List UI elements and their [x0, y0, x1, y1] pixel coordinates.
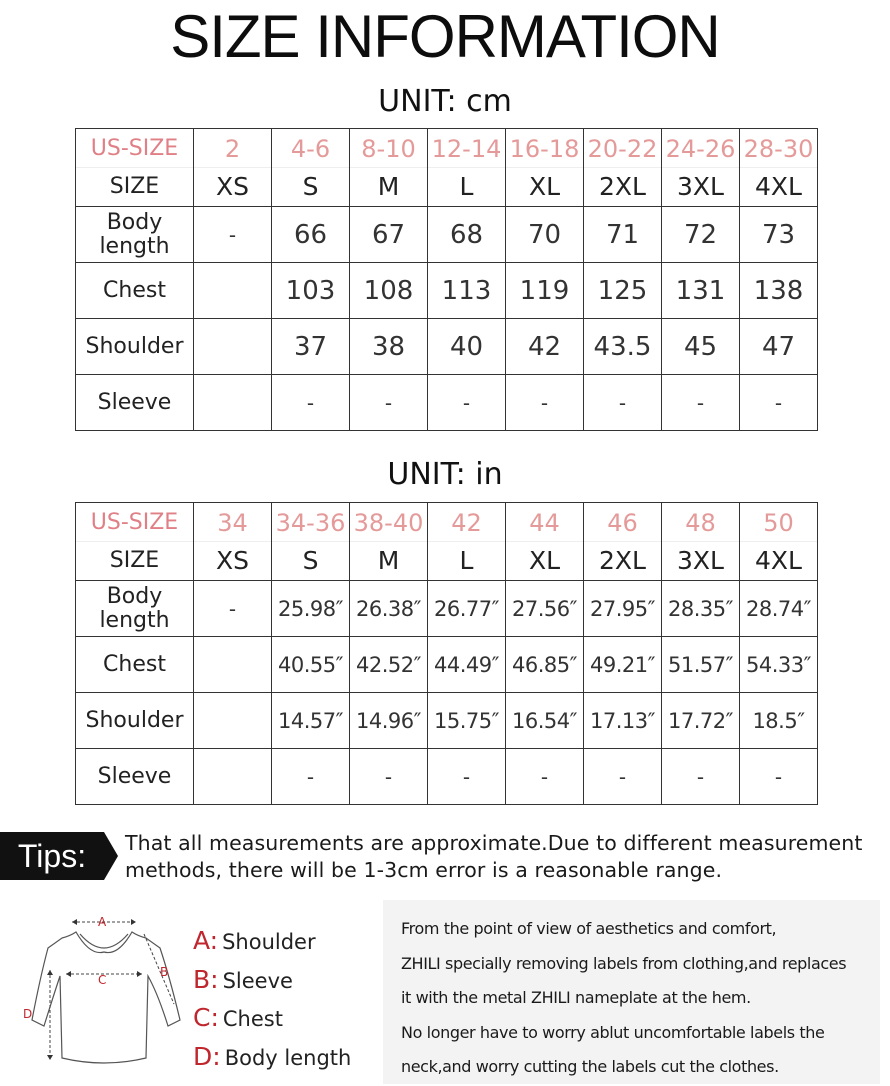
table-cell: 28.74″	[740, 581, 818, 637]
table-cell: -	[506, 375, 584, 431]
unit-title-in: UNIT: in	[387, 457, 503, 492]
table-cell: 27.56″	[506, 581, 584, 637]
us-size-value: 42	[428, 504, 505, 542]
table-cell: 66	[272, 207, 350, 263]
table-cell: -	[428, 749, 506, 805]
legend-name: Shoulder	[222, 930, 316, 954]
legend-item	[193, 999, 383, 1038]
tips-text	[125, 830, 885, 884]
label-note-panel	[383, 900, 880, 1084]
table-cell	[194, 637, 272, 693]
table-cell: 14.57″	[272, 693, 350, 749]
table-cell: 28.35″	[662, 581, 740, 637]
size-value: 4XL	[755, 171, 802, 201]
table-cell: 51.57″	[662, 637, 740, 693]
table-cell: -	[506, 749, 584, 805]
table-cell: 125	[584, 263, 662, 319]
table-cell: 70	[506, 207, 584, 263]
table-cell: 68	[428, 207, 506, 263]
table-cell: -	[350, 375, 428, 431]
size-col-cell	[584, 503, 662, 581]
row-label: Shoulder	[76, 693, 194, 749]
diagram-marker-d: D	[23, 1007, 33, 1021]
size-value: L	[459, 171, 474, 201]
legend-name: Body length	[224, 1045, 352, 1070]
table-cell: -	[428, 375, 506, 431]
table-cell: 18.5″	[740, 693, 818, 749]
table-row-chest	[76, 637, 818, 693]
measurement-legend	[193, 922, 383, 1076]
tshirt-measurement-icon	[18, 908, 190, 1078]
table-cell: 113	[428, 263, 506, 319]
size-col-cell	[506, 503, 584, 581]
size-value: 3XL	[677, 545, 724, 575]
size-value: 2XL	[599, 171, 646, 201]
us-size-value: 34	[194, 504, 271, 542]
us-size-value: 20-22	[584, 130, 661, 168]
size-value: S	[302, 545, 319, 575]
table-cell	[194, 319, 272, 375]
table-cell: -	[740, 749, 818, 805]
table-cell: 71	[584, 207, 662, 263]
tips-line-2: methods, there will be 1-3cm error is a reasonable range.	[125, 858, 723, 882]
header-label-cell	[76, 129, 194, 207]
table-cell: -	[584, 375, 662, 431]
table-cell: 15.75″	[428, 693, 506, 749]
size-col-cell	[662, 129, 740, 207]
table-cell: 73	[740, 207, 818, 263]
diagram-marker-b: B	[160, 965, 169, 979]
table-cell: 17.13″	[584, 693, 662, 749]
table-cell: 43.5	[584, 319, 662, 375]
row-label: Sleeve	[76, 749, 194, 805]
table-cell	[194, 375, 272, 431]
size-label: SIZE	[109, 547, 160, 573]
table-cell: 17.72″	[662, 693, 740, 749]
table-cell: 108	[350, 263, 428, 319]
diagram-marker-c: C	[98, 973, 107, 987]
table-cell: 16.54″	[506, 693, 584, 749]
table-cell: 103	[272, 263, 350, 319]
table-cell: 42.52″	[350, 637, 428, 693]
row-label: Chest	[76, 263, 194, 319]
table-row-sleeve	[76, 749, 818, 805]
tips-line-1: That all measurements are approximate.Due to different measurement	[125, 831, 863, 855]
size-col-cell	[194, 503, 272, 581]
table-cell: -	[194, 207, 272, 263]
table-cell: 40	[428, 319, 506, 375]
tips-badge-arrow	[104, 832, 118, 880]
table-cell: 40.55″	[272, 637, 350, 693]
table-cell: 44.49″	[428, 637, 506, 693]
us-size-label: US-SIZE	[76, 130, 193, 168]
us-size-value: 38-40	[350, 504, 427, 542]
table-row-sleeve	[76, 375, 818, 431]
table-cell: -	[740, 375, 818, 431]
table-header-row	[76, 503, 818, 581]
size-col-cell	[428, 129, 506, 207]
size-value: XS	[216, 171, 249, 201]
table-cell: 138	[740, 263, 818, 319]
size-value: 3XL	[677, 171, 724, 201]
size-table-in	[75, 502, 818, 805]
table-cell: 42	[506, 319, 584, 375]
size-value: 4XL	[755, 545, 802, 575]
legend-letter: A:	[193, 926, 219, 955]
table-cell: 49.21″	[584, 637, 662, 693]
table-cell: 37	[272, 319, 350, 375]
us-size-value: 2	[194, 130, 271, 168]
table-cell: 27.95″	[584, 581, 662, 637]
table-cell: 131	[662, 263, 740, 319]
table-cell: -	[272, 749, 350, 805]
table-cell: -	[584, 749, 662, 805]
us-size-value: 48	[662, 504, 739, 542]
legend-item	[193, 1038, 383, 1077]
table-cell: 67	[350, 207, 428, 263]
table-cell: 26.38″	[350, 581, 428, 637]
size-col-cell	[350, 129, 428, 207]
size-col-cell	[584, 129, 662, 207]
legend-item	[193, 961, 383, 1000]
table-cell: -	[194, 581, 272, 637]
size-col-cell	[428, 503, 506, 581]
legend-name: Chest	[222, 1007, 283, 1031]
size-col-cell	[740, 503, 818, 581]
table-cell: 47	[740, 319, 818, 375]
size-col-cell	[506, 129, 584, 207]
size-value: 2XL	[599, 545, 646, 575]
row-label: Sleeve	[76, 375, 194, 431]
us-size-value: 34-36	[272, 504, 349, 542]
note-line: neck,and worry cutting the labels cut the clothes.	[401, 1057, 779, 1076]
size-value: M	[377, 171, 400, 201]
us-size-value: 12-14	[428, 130, 505, 168]
table-header-row	[76, 129, 818, 207]
row-label: Body length	[76, 207, 194, 263]
row-label: Chest	[76, 637, 194, 693]
table-cell: 26.77″	[428, 581, 506, 637]
table-cell: -	[662, 375, 740, 431]
table-row-body-length	[76, 207, 818, 263]
size-value: M	[377, 545, 400, 575]
size-col-cell	[272, 129, 350, 207]
table-cell: 14.96″	[350, 693, 428, 749]
table-cell: -	[350, 749, 428, 805]
us-size-value: 46	[584, 504, 661, 542]
table-cell: 72	[662, 207, 740, 263]
table-row-chest	[76, 263, 818, 319]
table-cell: -	[662, 749, 740, 805]
note-line: No longer have to worry ablut uncomfortable labels the	[401, 1022, 825, 1042]
table-row-shoulder	[76, 319, 818, 375]
row-label: Body length	[76, 581, 194, 637]
row-label: Shoulder	[76, 319, 194, 375]
table-cell: 45	[662, 319, 740, 375]
size-col-cell	[662, 503, 740, 581]
size-table-cm	[75, 128, 818, 431]
size-col-cell	[740, 129, 818, 207]
size-value: L	[459, 545, 474, 575]
tips-label: Tips:	[17, 838, 87, 874]
size-label: SIZE	[109, 173, 160, 199]
table-row-shoulder	[76, 693, 818, 749]
legend-letter: C:	[193, 1003, 219, 1032]
note-line: it with the metal ZHILI nameplate at the hem.	[401, 988, 751, 1007]
size-value: XL	[528, 171, 561, 201]
size-col-cell	[272, 503, 350, 581]
size-col-cell	[194, 129, 272, 207]
table-row-body-length	[76, 581, 818, 637]
page-title: SIZE INFORMATION	[170, 3, 720, 70]
table-cell: 119	[506, 263, 584, 319]
size-value: XL	[528, 545, 561, 575]
unit-title-cm: UNIT: cm	[378, 84, 512, 119]
us-size-value: 4-6	[272, 130, 349, 168]
us-size-value: 16-18	[506, 130, 583, 168]
table-cell	[194, 693, 272, 749]
table-cell: 25.98″	[272, 581, 350, 637]
legend-item	[193, 922, 383, 961]
table-cell: 46.85″	[506, 637, 584, 693]
us-size-value: 24-26	[662, 130, 739, 168]
table-cell	[194, 749, 272, 805]
us-size-value: 44	[506, 504, 583, 542]
table-cell: 38	[350, 319, 428, 375]
table-cell: -	[272, 375, 350, 431]
us-size-value: 8-10	[350, 130, 427, 168]
note-line: ZHILI specially removing labels from clothing,and replaces	[401, 953, 847, 973]
legend-letter: B:	[193, 964, 219, 994]
table-cell	[194, 263, 272, 319]
size-value: XS	[216, 545, 249, 575]
us-size-label: US-SIZE	[76, 504, 193, 542]
us-size-value: 50	[740, 504, 817, 542]
size-col-cell	[350, 503, 428, 581]
header-label-cell	[76, 503, 194, 581]
legend-name: Sleeve	[222, 968, 293, 993]
diagram-marker-a: A	[98, 915, 107, 929]
table-cell: 54.33″	[740, 637, 818, 693]
note-line: From the point of view of aesthetics and comfort,	[401, 919, 777, 938]
size-value: S	[302, 171, 319, 201]
us-size-value: 28-30	[740, 130, 817, 168]
legend-letter: D:	[193, 1041, 221, 1071]
